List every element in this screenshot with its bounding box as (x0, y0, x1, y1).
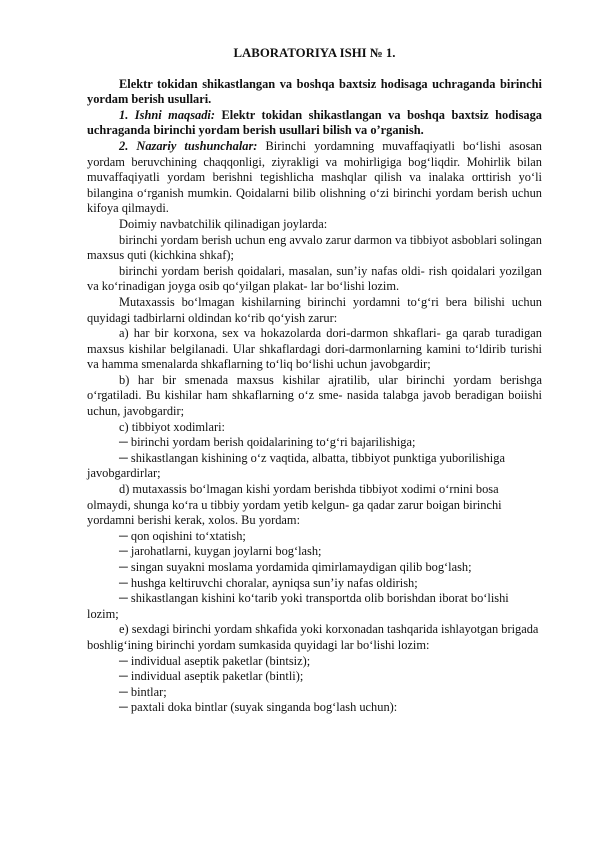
theory-text: Birinchi yordamning muvaffaqiyatli bo‘lishi asosan yordam beruvchining chaqqonligi, ziyrakligi va mohirligiga bog‘liqdir. Mohirlik bilan muvaffaqiyatli yordam berishni tegishlicha mashqlar qilish va inalaka orttirish yo‘li bilangina o‘rganish mumkin. Qoidalarni bilib olishning o‘zi birinchi yordam berish uchun kifoya qilmaydi. (87, 138, 542, 216)
page-title: LABORATORIYA ISHI № 1. (233, 46, 396, 60)
purpose-label: 1. Ishni maqsadi: (119, 107, 215, 122)
dash-item: ─ shikastlangan kishini ko‘tarib yoki transportda olib borishdan iborat bo‘lishi lozim; (87, 591, 509, 621)
theory-label: 2. Nazariy tushunchalar: (119, 138, 258, 153)
list-item-d: d) mutaxassis bo‘lmagan kishi yordam berishda tibbiyot xodimi o‘rnini bosa olmaydi, shunga ko‘ra u tibbiy yordam yetib kelgun- ga qadar zarur boigan birinchi yordamni berishi kerak, xolos. Bu yordam: (87, 482, 502, 528)
dash-item: ─ shikastlangan kishining o‘z vaqtida, albatta, tibbiyot punktiga yuborilishiga javobgardirlar; (87, 450, 505, 481)
theory-paragraph (87, 139, 542, 217)
dash-item: ─ birinchi yordam berish qoidalarining to‘g‘ri bajarilishiga; (119, 435, 416, 450)
section-heading: Elektr tokidan shikastlangan va boshqa baxtsiz hodisaga uchraganda birinchi yordam berish usullari. (87, 76, 542, 107)
dash-item: ─ individual aseptik paketlar (bintsiz); (119, 653, 311, 668)
list-item-e: e) sexdagi birinchi yordam shkafida yoki korxonadan tashqarida ishlayotgan brigada boshlig‘ining birinchi yordam sumkasida quyidagi lar bo‘lishi lozim: (87, 622, 539, 652)
list-item-c: c) tibbiyot xodimlari: (119, 419, 225, 434)
document-body (87, 46, 542, 716)
list-item-b: b) har bir smenada maxsus kishilar ajratilib, ular birinchi yordam berishga o‘rgatiladi. Bu kishilar ham shkaflarning o‘z sme- nasida talabga javob beradigan boiishi uchun, javobgardir; (87, 372, 542, 419)
paragraph: birinchi yordam berish qoidalari, masalan, sun’iy nafas oldi- rish qoidalari yozilgan va ko‘rinadigan joyga osib qo‘yilgan plakat- lar bo‘lishi lozim. (87, 263, 542, 294)
dash-item: ─ individual aseptik paketlar (bintli); (119, 669, 304, 684)
dash-item: ─ paxtali doka bintlar (suyak singanda bog‘lash uchun): (119, 700, 398, 715)
dash-item: ─ bintlar; (119, 684, 167, 699)
dash-item: ─ singan suyakni moslama yordamida qimirlamaydigan qilib bog‘lash; (119, 560, 472, 574)
dash-item: ─ hushga keltiruvchi choralar, ayniqsa sun’iy nafas oldirish; (119, 575, 418, 590)
dash-item: ─ jarohatlarni, kuygan joylarni bog‘lash; (119, 544, 322, 559)
dash-item: ─ qon oqishini to‘xtatish; (119, 528, 246, 543)
purpose-paragraph (87, 108, 542, 139)
paragraph: Doimiy navbatchilik qilinadigan joylarda: (119, 216, 328, 231)
paragraph: Mutaxassis bo‘lmagan kishilarning birinchi yordamni to‘g‘ri bera bilishi uchun quyidagi tadbirlarni oldindan ko‘rib qo‘yish zarur: (87, 294, 542, 325)
paragraph: birinchi yordam berish uchun eng avvalo zarur darmon va tibbiyot asboblari solingan maxsus quti (kichkina shkaf); (87, 232, 542, 263)
list-item-a: a) har bir korxona, sex va hokazolarda dori-darmon shkaflari- ga qarab turadigan maxsus kishilar belgilanadi. Ular shkaflardagi dori-darmonlarning kamini to‘ldirib turishi va hamma smenalarda shkaflarning to‘liq bo‘lishi uchun javobgardir; (87, 326, 542, 372)
purpose-text: Elektr tokidan shikastlangan va boshqa baxtsiz hodisaga uchraganda birinchi yordam berish usullari bilish va o’rganish. (87, 107, 542, 138)
